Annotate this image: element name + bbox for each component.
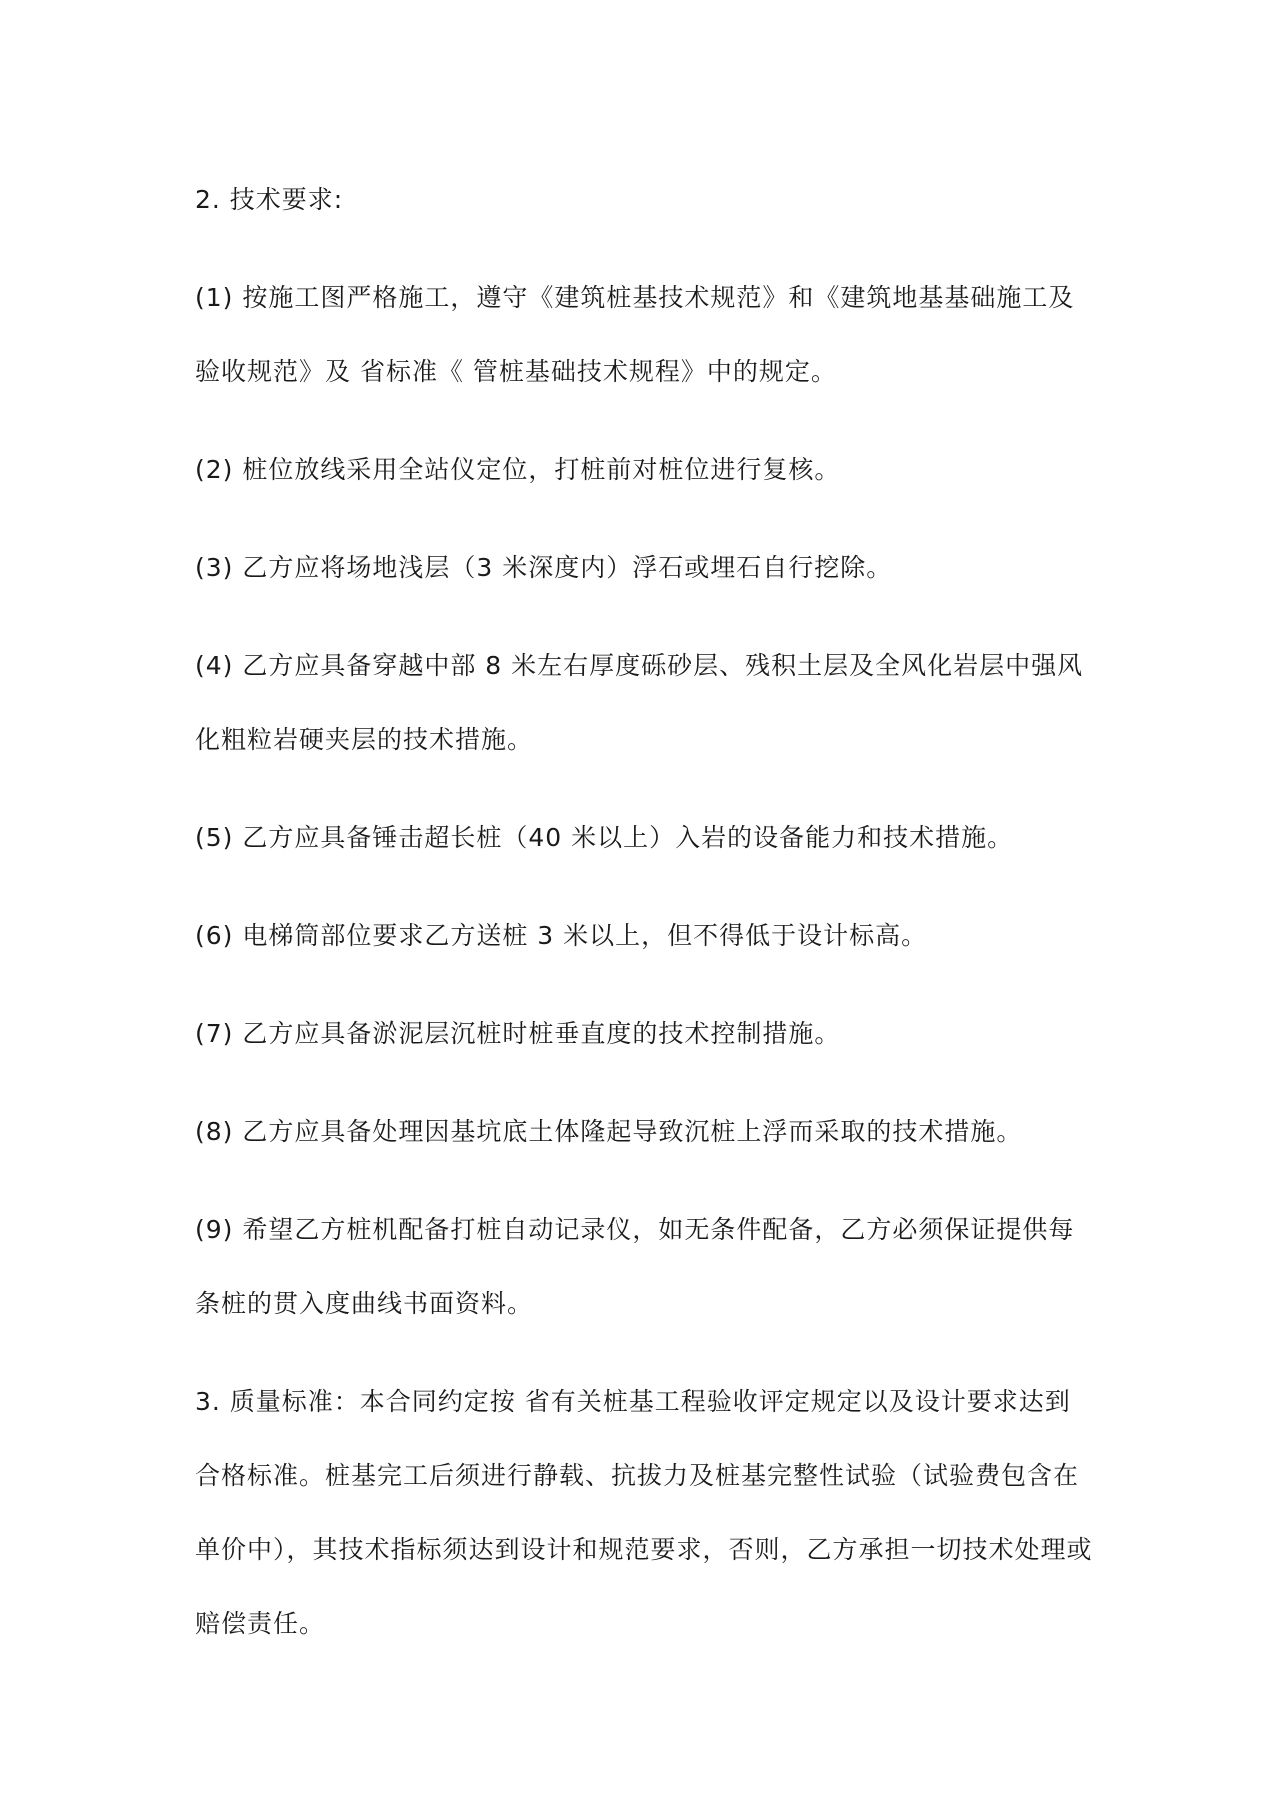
requirement-item-1: (1) 按施工图严格施工，遵守《建筑桩基技术规范》和《建筑地基基础施工及验收规范》及 省标准《 管桩基础技术规程》中的规定。 (195, 283, 1075, 386)
requirement-item-8: (8) 乙方应具备处理因基坑底土体隆起导致沉桩上浮而采取的技术措施。 (195, 1117, 1023, 1146)
quality-standard-paragraph: 3. 质量标准：本合同约定按 省有关桩基工程验收评定规定以及设计要求达到合格标准。桩基完工后须进行静载、抗拔力及桩基完整性试验（试验费包含在单价中），其技术指标须达到设计和规范要求，否则，乙方承担一切技术处理或赔偿责任。 (195, 1387, 1093, 1638)
document-body (195, 163, 1095, 1661)
requirement-item-5: (5) 乙方应具备锤击超长桩（40 米以上）入岩的设备能力和技术措施。 (195, 823, 1014, 852)
requirement-item-7: (7) 乙方应具备淤泥层沉桩时桩垂直度的技术控制措施。 (195, 1019, 841, 1048)
requirement-item-3: (3) 乙方应将场地浅层（3 米深度内）浮石或埋石自行挖除。 (195, 553, 893, 582)
requirement-item-6: (6) 电梯筒部位要求乙方送桩 3 米以上，但不得低于设计标高。 (195, 921, 928, 950)
section-heading-technical-requirements: 2. 技术要求: (195, 185, 344, 214)
requirement-item-9: (9) 希望乙方桩机配备打桩自动记录仪，如无条件配备，乙方必须保证提供每条桩的贯入度曲线书面资料。 (195, 1215, 1075, 1318)
requirement-item-4: (4) 乙方应具备穿越中部 8 米左右厚度砾砂层、残积土层及全风化岩层中强风化粗粒岩硬夹层的技术措施。 (195, 651, 1084, 754)
requirement-item-2: (2) 桩位放线采用全站仪定位，打桩前对桩位进行复核。 (195, 455, 841, 484)
